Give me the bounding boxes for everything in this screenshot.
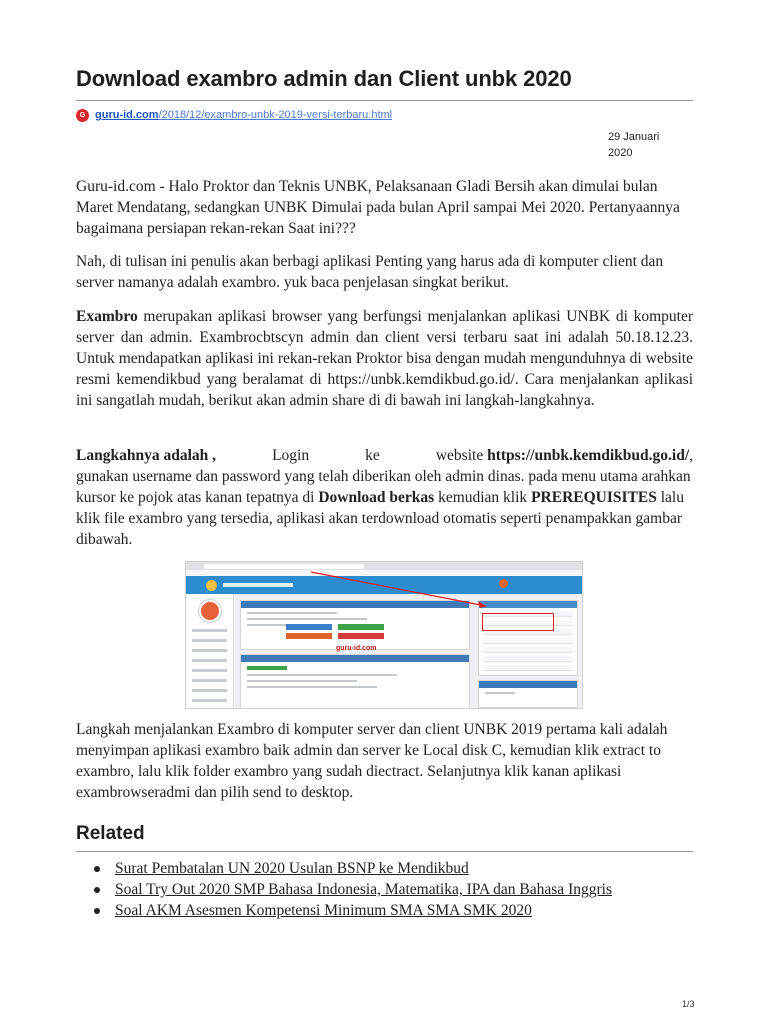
title-divider [76,100,693,101]
steps-word-ke: ke [365,447,380,464]
unbk-screenshot-figure [185,561,583,709]
related-heading: Related [76,823,145,844]
source-path-link[interactable]: /2018/12/exambro-unbk-2019-versi-terbaru.html [158,109,393,121]
related-link-2[interactable]: Soal Try Out 2020 SMP Bahasa Indonesia, Matematika, IPA dan Bahasa Inggris [115,881,612,898]
unbk-url: https://unbk.kemdikbud.go.id/ [487,447,690,464]
steps-body: gunakan username dan password yang telah diberikan oleh admin dinas. pada menu utama arahkan kursor ke pojok atas kanan tepatnya di Download berkas kemudian klik PREREQUISITES lalu klik file exambro yang tersedia, aplikasi akan terdownload otomatis seperti penampakkan gambar dibawah. [76,468,691,548]
site-logo-icon: G [76,109,89,122]
related-list [94,858,612,921]
list-item [94,858,612,879]
related-link-3[interactable]: Soal AKM Asesmen Kompetensi Minimum SMA SMA SMK 2020 [115,902,532,919]
steps-word-login: Login [272,447,310,464]
page-number: 1/3 [682,999,695,1009]
exambro-definition-text: merupakan aplikasi browser yang berfungsi menjalankan aplikasi UNBK di komputer server dan admin. Exambrocbtscyn admin dan client versi terbaru saat ini adalah 50.18.12.23. Untuk mendapatkan aplikasi ini rekan-rekan Proktor bisa dengan mudah mengunduhnya di website resmi kemendikbud yang beralamat di https://unbk.kemdikbud.go.id/. Cara menjalankan aplikasi ini sangatlah mudah, berikut akan admin share di di bawah ini langkah-langkahnya. [76,308,693,409]
paragraph-steps [76,445,693,550]
figure-arrow-icon [186,562,583,709]
paragraph-intro: Guru-id.com - Halo Proktor dan Teknis UNBK, Pelaksanaan Gladi Bersih akan dimulai bulan Maret Mendatang, sedangkan UNBK Dimulai pada bulan April sampai Mei 2020. Pertanyaannya bagaimana persiapan rekan-rekan Saat ini??? [76,178,680,237]
figure-watermark: guru-id.com [336,645,377,652]
download-berkas-term: Download berkas [318,489,435,506]
paragraph-run-steps: Langkah menjalankan Exambro di komputer server dan client UNBK 2019 pertama kali adalah menyimpan aplikasi exambro baik admin dan server ke Local disk C, kemudian klik extract to exambro, lalu klik folder exambro yang sudah diectract. Selanjutnya klik kanan aplikasi exambrowseradmi dan pilih send to desktop. [76,721,668,801]
related-divider [76,851,693,852]
source-line [76,108,392,122]
steps-first-line [76,445,693,466]
steps-label: Langkahnya adalah , [76,447,216,464]
publish-date [608,129,688,161]
page-title: Download exambro admin dan Client unbk 2020 [76,66,572,91]
list-item [94,879,612,900]
date-line-1: 29 Januari [608,131,660,143]
list-item [94,900,612,921]
date-line-2: 2020 [608,147,633,159]
paragraph-exambro-definition [76,306,693,411]
paragraph-exambro-intro: Nah, di tulisan ini penulis akan berbagi aplikasi Penting yang harus ada di komputer client dan server namanya adalah exambro. yuk baca penjelasan singkat berikut. [76,253,664,291]
exambro-term: Exambro [76,308,138,325]
prerequisites-term: PREREQUISITES [531,489,657,506]
related-link-1[interactable]: Surat Pembatalan UN 2020 Usulan BSNP ke Mendikbud [115,860,469,877]
source-domain-link[interactable]: guru-id.com [95,109,159,121]
steps-word-website: website https://unbk.kemdikbud.go.id/, [435,447,693,464]
